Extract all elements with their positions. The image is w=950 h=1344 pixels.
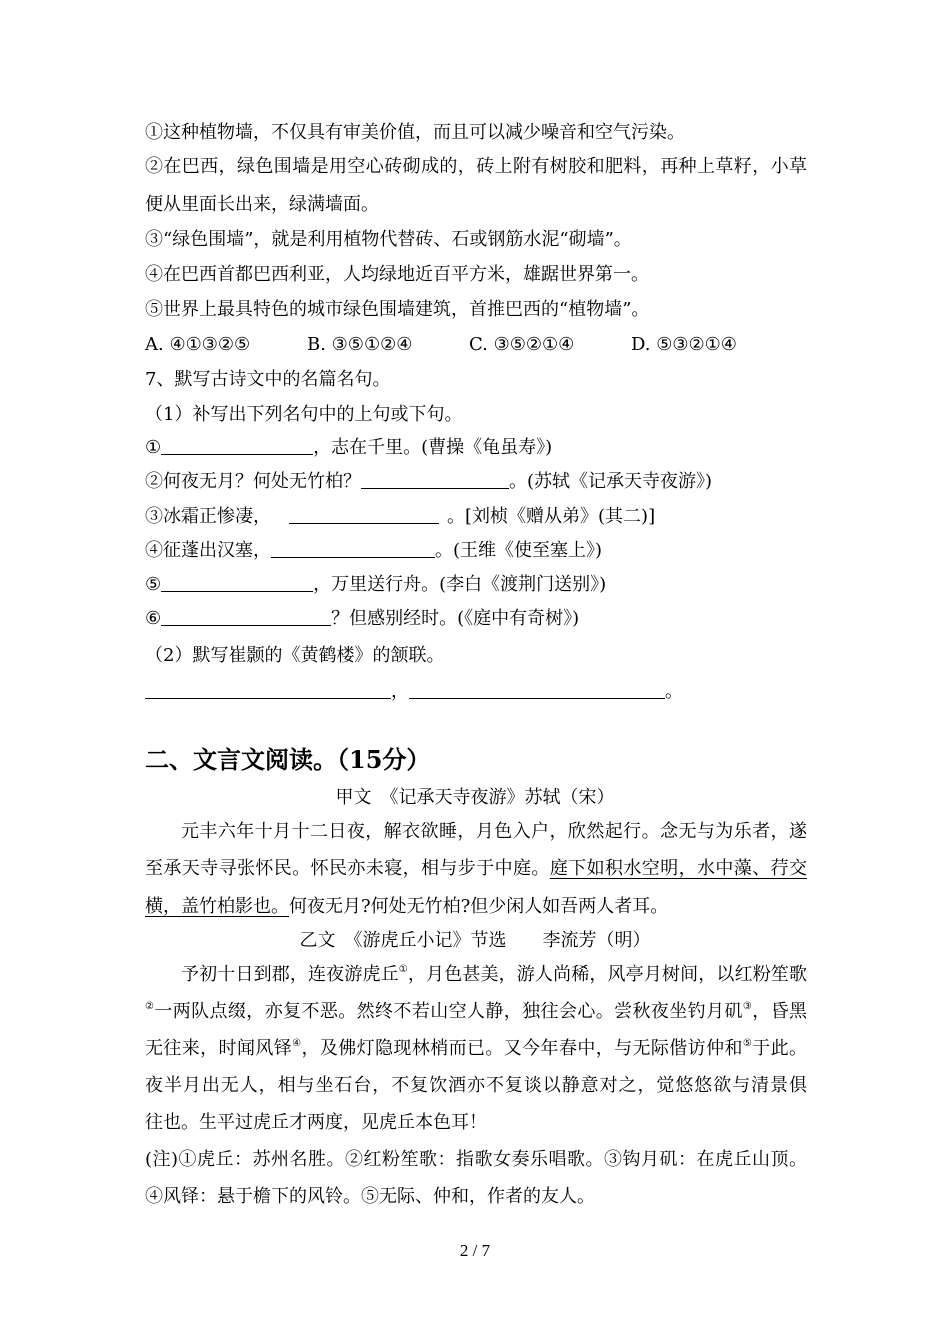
answer-blank[interactable] <box>361 472 509 489</box>
answer-blank[interactable] <box>145 682 391 699</box>
passage-a-title: 甲文 《记承天寺夜游》苏轼（宋） <box>335 787 615 808</box>
notes-line-2: ④风铎：悬于檐下的风铃。⑤无际、仲和，作者的友人。 <box>145 1186 595 1207</box>
passage-a-line-2: 至承天寺寻张怀民。怀民亦未寝，相与步于中庭。庭下如积水空明，水中藻、荇交 <box>145 858 808 879</box>
q6-options <box>145 333 737 357</box>
q7-line-6: ⑥ ？但感别经时。(《庭中有奇树》) <box>145 608 580 629</box>
q7-title: 7、默写古诗文中的名篇名句。 <box>145 369 391 390</box>
footnote-mark: ① <box>398 964 408 975</box>
section-heading: 二、文言文阅读。（15分） <box>145 745 431 774</box>
q7-line-5: ⑤ ，万里送行舟。(李白《渡荆门送别》) <box>145 574 607 595</box>
footnote-mark: ⑤ <box>742 1038 753 1049</box>
q6-sentence-4: ④在巴西首都巴西利亚，人均绿地近百平方米，雄踞世界第一。 <box>145 264 649 285</box>
answer-blank[interactable] <box>409 682 665 699</box>
passage-b-line-4: 夜半月出无人，相与坐石台，不复饮酒亦不复谈以静意对之，觉悠悠欲与清景俱 <box>145 1075 807 1096</box>
notes-line-1: (注)①虎丘：苏州名胜。②红粉笙歌：指歌女奏乐唱歌。③钩月矶：在虎丘山顶。 <box>145 1149 807 1170</box>
footnote-mark: ② <box>145 1001 155 1012</box>
q7-line-2: ②何夜无月？何处无竹柏？ 。(苏轼《记承天寺夜游》) <box>145 471 713 492</box>
q7-line-4: ④征蓬出汉塞， 。(王维《使至塞上》) <box>145 540 603 561</box>
option-b: B. ③⑤①②④ <box>307 334 413 355</box>
passage-b-line-3: 无往来，时闻风铎④，及佛灯隐现林梢而已。又今年春中，与无际偕访仲和⑤于此。 <box>145 1038 807 1059</box>
footnote-mark: ③ <box>742 1001 753 1012</box>
passage-b-line-5: 往也。生平过虎丘才两度，见虎丘本色耳！ <box>145 1112 487 1133</box>
q6-sentence-5: ⑤世界上最具特色的城市绿色围墙建筑，首推巴西的“植物墙”。 <box>145 299 650 320</box>
q7-answer-line: ， 。 <box>145 680 683 704</box>
underlined-text: 横，盖竹柏影也。 <box>145 896 289 917</box>
page-number: 2 / 7 <box>459 1241 491 1260</box>
answer-blank[interactable] <box>161 575 313 592</box>
answer-blank[interactable] <box>289 507 439 524</box>
option-c: C. ③⑤②①④ <box>469 334 575 355</box>
q6-sentence-3: ③“绿色围墙”，就是利用植物代替砖、石或钢筋水泥“砌墙”。 <box>145 229 632 250</box>
q6-sentence-2-line-2: 便从里面长出来，绿满墙面。 <box>145 194 379 215</box>
passage-b-title: 乙文 《游虎丘小记》节选 李流芳（明） <box>299 930 651 951</box>
q6-sentence-2-line-1: ②在巴西，绿色围墙是用空心砖砌成的，砖上附有树胶和肥料，再种上草籽，小草 <box>145 156 807 177</box>
q7-part-1: （1）补写出下列名句中的上句或下句。 <box>145 404 463 425</box>
q7-line-3: ③冰霜正惨凄， 。[刘桢《赠从弟》(其二)] <box>145 506 656 527</box>
passage-b-line-1: 予初十日到郡，连夜游虎丘①，月色甚美，游人尚稀，风亭月树间，以红粉笙歌 <box>181 964 808 985</box>
answer-blank[interactable] <box>161 438 313 455</box>
answer-blank[interactable] <box>161 609 331 626</box>
q7-part-2: （2）默写崔颢的《黄鹤楼》的颔联。 <box>145 645 445 666</box>
underlined-text: 庭下如积水空明，水中藻、荇交 <box>549 858 808 879</box>
option-a: A. ④①③②⑤ <box>145 334 251 355</box>
passage-a-line-1: 元丰六年十月十二日夜，解衣欲睡，月色入户，欣然起行。念无与为乐者，遂 <box>181 821 807 842</box>
q7-line-1: ① ，志在千里。(曹操《龟虽寿》) <box>145 437 553 458</box>
passage-a-line-3: 横，盖竹柏影也。何夜无月?何处无竹柏?但少闲人如吾两人者耳。 <box>145 896 669 917</box>
q6-sentence-1: ①这种植物墙，不仅具有审美价值，而且可以减少噪音和空气污染。 <box>145 122 685 143</box>
footnote-mark: ④ <box>292 1038 302 1049</box>
option-d: D. ⑤③②①④ <box>631 334 737 355</box>
answer-blank[interactable] <box>271 541 435 558</box>
passage-b-line-2: ②一两队点缀，亦复不恶。然终不若山空人静，独往会心。尝秋夜坐钓月矶③，昏黑 <box>145 1001 807 1022</box>
